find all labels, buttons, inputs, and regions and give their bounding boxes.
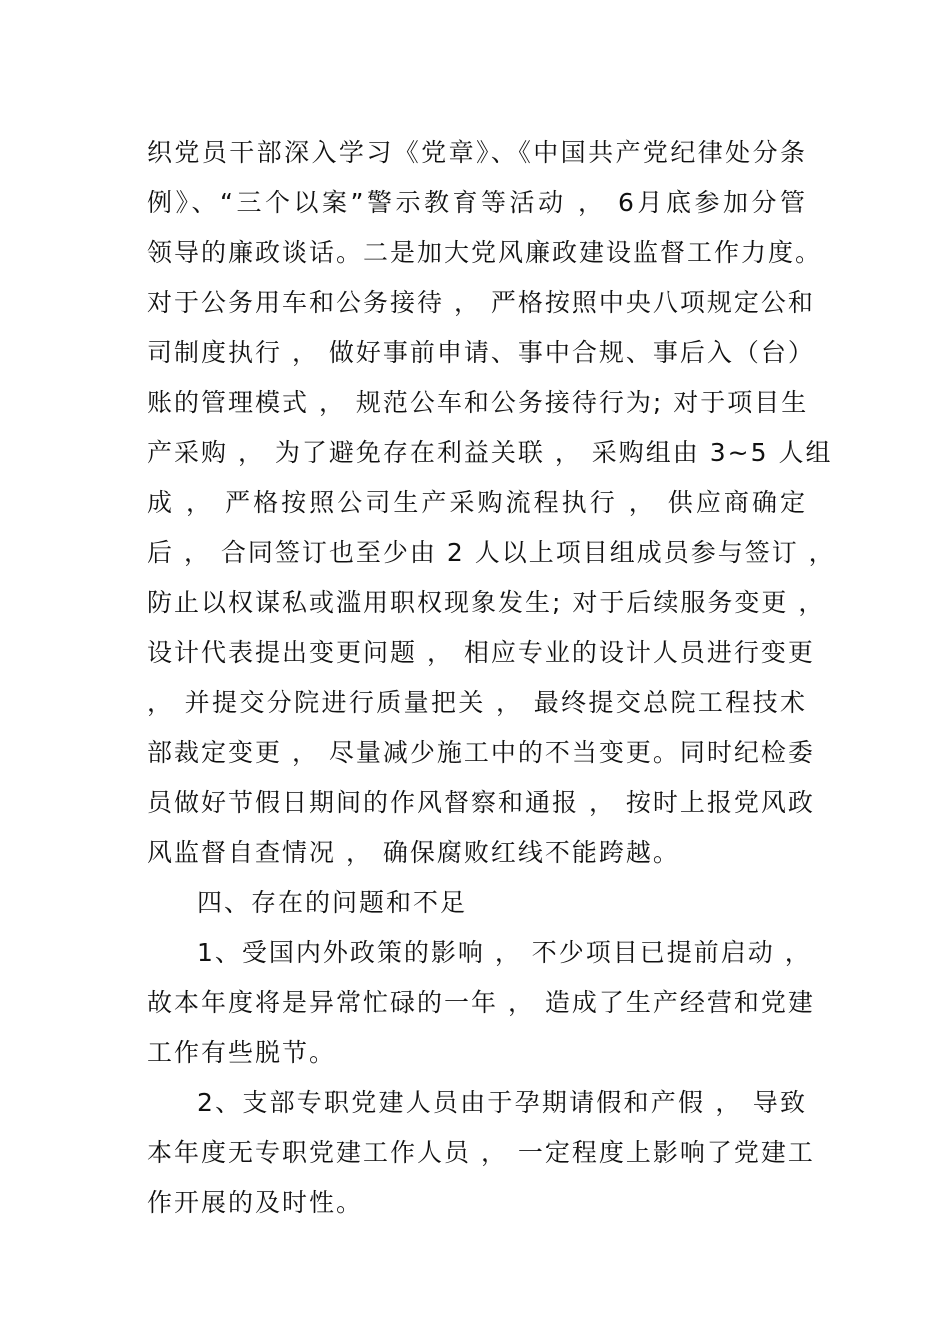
text-line: 2、支部专职党建人员由于孕期请假和产假 ， 导致 xyxy=(197,1088,807,1117)
text-line: 账的管理模式 ， 规范公车和公务接待行为; 对于项目生 xyxy=(147,388,809,417)
text-line: 风监督自查情况 ， 确保腐败红线不能跨越。 xyxy=(147,838,680,867)
text-line: 产采购 ， 为了避免存在利益关联 ， 采购组由 3~5 人组 xyxy=(147,438,833,467)
document-body xyxy=(147,128,836,1228)
text-line: 例》、“三个以案”警示教育等活动 ， 6月底参加分管 xyxy=(147,188,807,217)
text-line: 设计代表提出变更问题 ， 相应专业的设计人员进行变更 xyxy=(147,638,815,667)
text-line: 司制度执行 ， 做好事前申请、事中合规、事后入（台） xyxy=(147,338,815,367)
text-line: 本年度无专职党建工作人员 ， 一定程度上影响了党建工 xyxy=(147,1138,815,1167)
text-line: 领导的廉政谈话。二是加大党风廉政建设监督工作力度。 xyxy=(147,238,823,267)
text-line: ， 并提交分院进行质量把关 ， 最终提交总院工程技术 xyxy=(147,688,807,717)
text-line: 织党员干部深入学习《党章》、《中国共产党纪律处分条 xyxy=(147,138,807,167)
text-line: 部裁定变更 ， 尽量减少施工中的不当变更。同时纪检委 xyxy=(147,738,815,767)
text-line: 成 ， 严格按照公司生产采购流程执行 ， 供应商确定 xyxy=(147,488,807,517)
text-line: 后 ， 合同签订也至少由 2 人以上项目组成员参与签订 ， xyxy=(147,538,836,567)
text-line: 故本年度将是异常忙碌的一年 ， 造成了生产经营和党建 xyxy=(147,988,815,1017)
text-line: 防止以权谋私或滥用职权现象发生; 对于后续服务变更 ， xyxy=(147,588,826,617)
text-line: 1、受国内外政策的影响 ， 不少项目已提前启动 ， xyxy=(197,938,812,967)
list-item-2 xyxy=(147,1078,815,1228)
list-item-1 xyxy=(147,928,815,1078)
text-line: 对于公务用车和公务接待 ， 严格按照中央八项规定公和 xyxy=(147,288,815,317)
paragraph-continuation xyxy=(147,128,836,878)
text-line: 作开展的及时性。 xyxy=(147,1188,364,1217)
text-line: 工作有些脱节。 xyxy=(147,1038,337,1067)
text-line: 员做好节假日期间的作风督察和通报 ， 按时上报党风政 xyxy=(147,788,815,817)
section-heading: 四、存在的问题和不足 xyxy=(197,888,468,917)
